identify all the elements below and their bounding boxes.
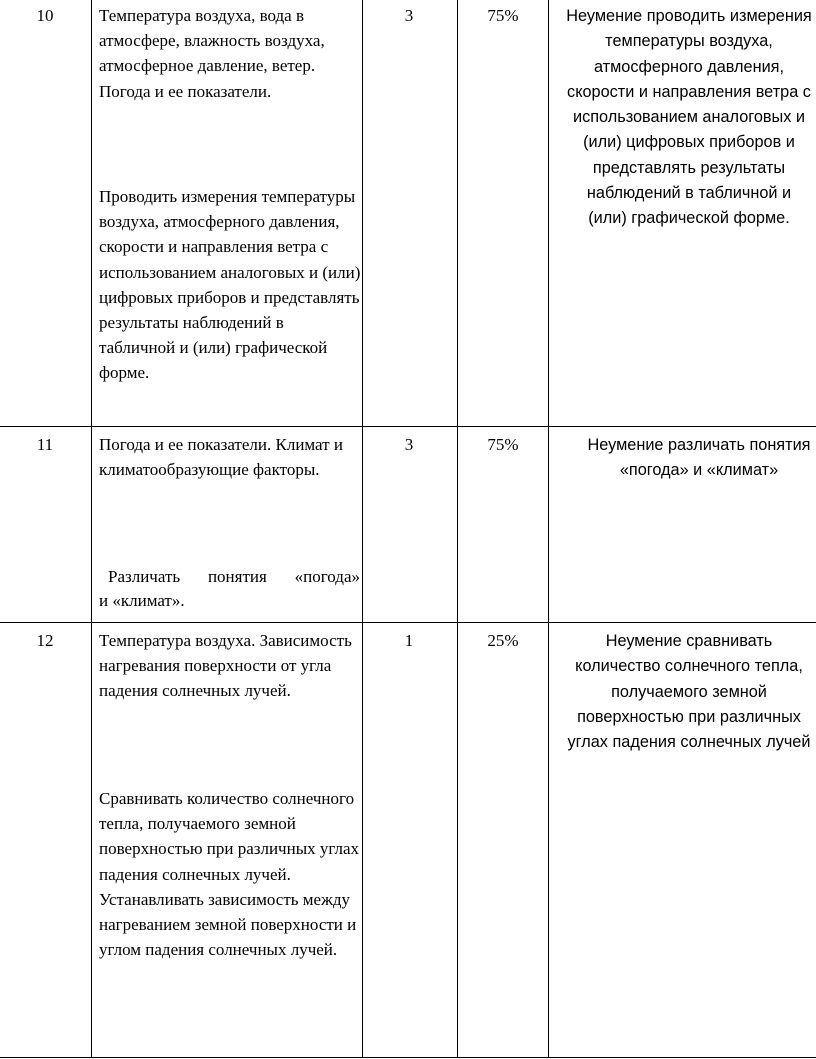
- error-line: Неумение сравнивать: [605, 632, 773, 650]
- row-divider: [0, 622, 816, 623]
- error-line: наблюдений в табличной и: [586, 184, 792, 203]
- error-line: Неумение различать понятия: [587, 436, 811, 454]
- error-line: углах падения солнечных лучей: [567, 733, 811, 752]
- percent-value: 75%: [487, 435, 519, 454]
- topic-title: Погода и ее показатели. Климат и климатообразующие факторы.: [99, 435, 343, 480]
- hours-value: 3: [404, 6, 414, 25]
- error-line: Неумение проводить измерения: [566, 7, 812, 25]
- topic-title: Температура воздуха. Зависимость нагревания поверхности от угла падения солнечных лучей.: [99, 631, 352, 701]
- column-divider: [457, 0, 458, 1057]
- error-line: атмосферного давления,: [593, 57, 785, 76]
- topic-title: Температура воздуха, вода в атмосфере, влажность воздуха, атмосферное давление, ветер. Погода и ее показатели.: [99, 6, 325, 101]
- hours-value: 1: [404, 631, 414, 650]
- topic-skill: Сравнивать количество солнечного тепла, получаемого земной поверхностью при различных углах падения солнечных лучей. Устанавливать зависимость между нагреванием земной поверхности и углом падения солнечных лучей.: [99, 789, 360, 960]
- error-line: (или) графической форме.: [588, 209, 790, 228]
- column-divider: [362, 0, 363, 1057]
- percent-value: 25%: [487, 631, 519, 650]
- column-divider: [91, 0, 92, 1057]
- error-line: получаемого земной: [611, 682, 767, 701]
- topic-skill: [108, 564, 360, 589]
- error-description: [559, 433, 816, 484]
- hours-value: 3: [404, 435, 414, 454]
- topic-skill-line: Различать понятия «погода»: [108, 567, 360, 586]
- error-line: поверхностью при различных: [577, 707, 801, 726]
- error-description: [549, 629, 816, 755]
- error-line: скорости и направления ветра с: [567, 82, 811, 101]
- error-line: использованием аналоговых и: [572, 108, 806, 127]
- percent-value: 75%: [487, 6, 519, 25]
- row-divider: [0, 1057, 816, 1058]
- row-number: 10: [36, 6, 54, 25]
- topic-skill: Проводить измерения температуры воздуха, атмосферного давления, скорости и направления ветра с использованием аналоговых и (или) цифровых приборов и представлять результаты наблюдений в табличной и (или) графической форме.: [99, 187, 361, 383]
- error-line: (или) цифровых приборов и: [583, 133, 795, 152]
- row-number: 11: [36, 435, 54, 454]
- error-line: представлять результаты: [592, 158, 786, 177]
- error-description: [549, 4, 816, 232]
- row-number: 12: [36, 631, 54, 650]
- error-line: температуры воздуха,: [605, 32, 773, 51]
- topic-skill-continued: и «климат».: [99, 591, 185, 610]
- error-line: «погода» и «климат»: [619, 461, 779, 480]
- row-divider: [0, 426, 816, 427]
- error-line: количество солнечного тепла,: [575, 657, 803, 676]
